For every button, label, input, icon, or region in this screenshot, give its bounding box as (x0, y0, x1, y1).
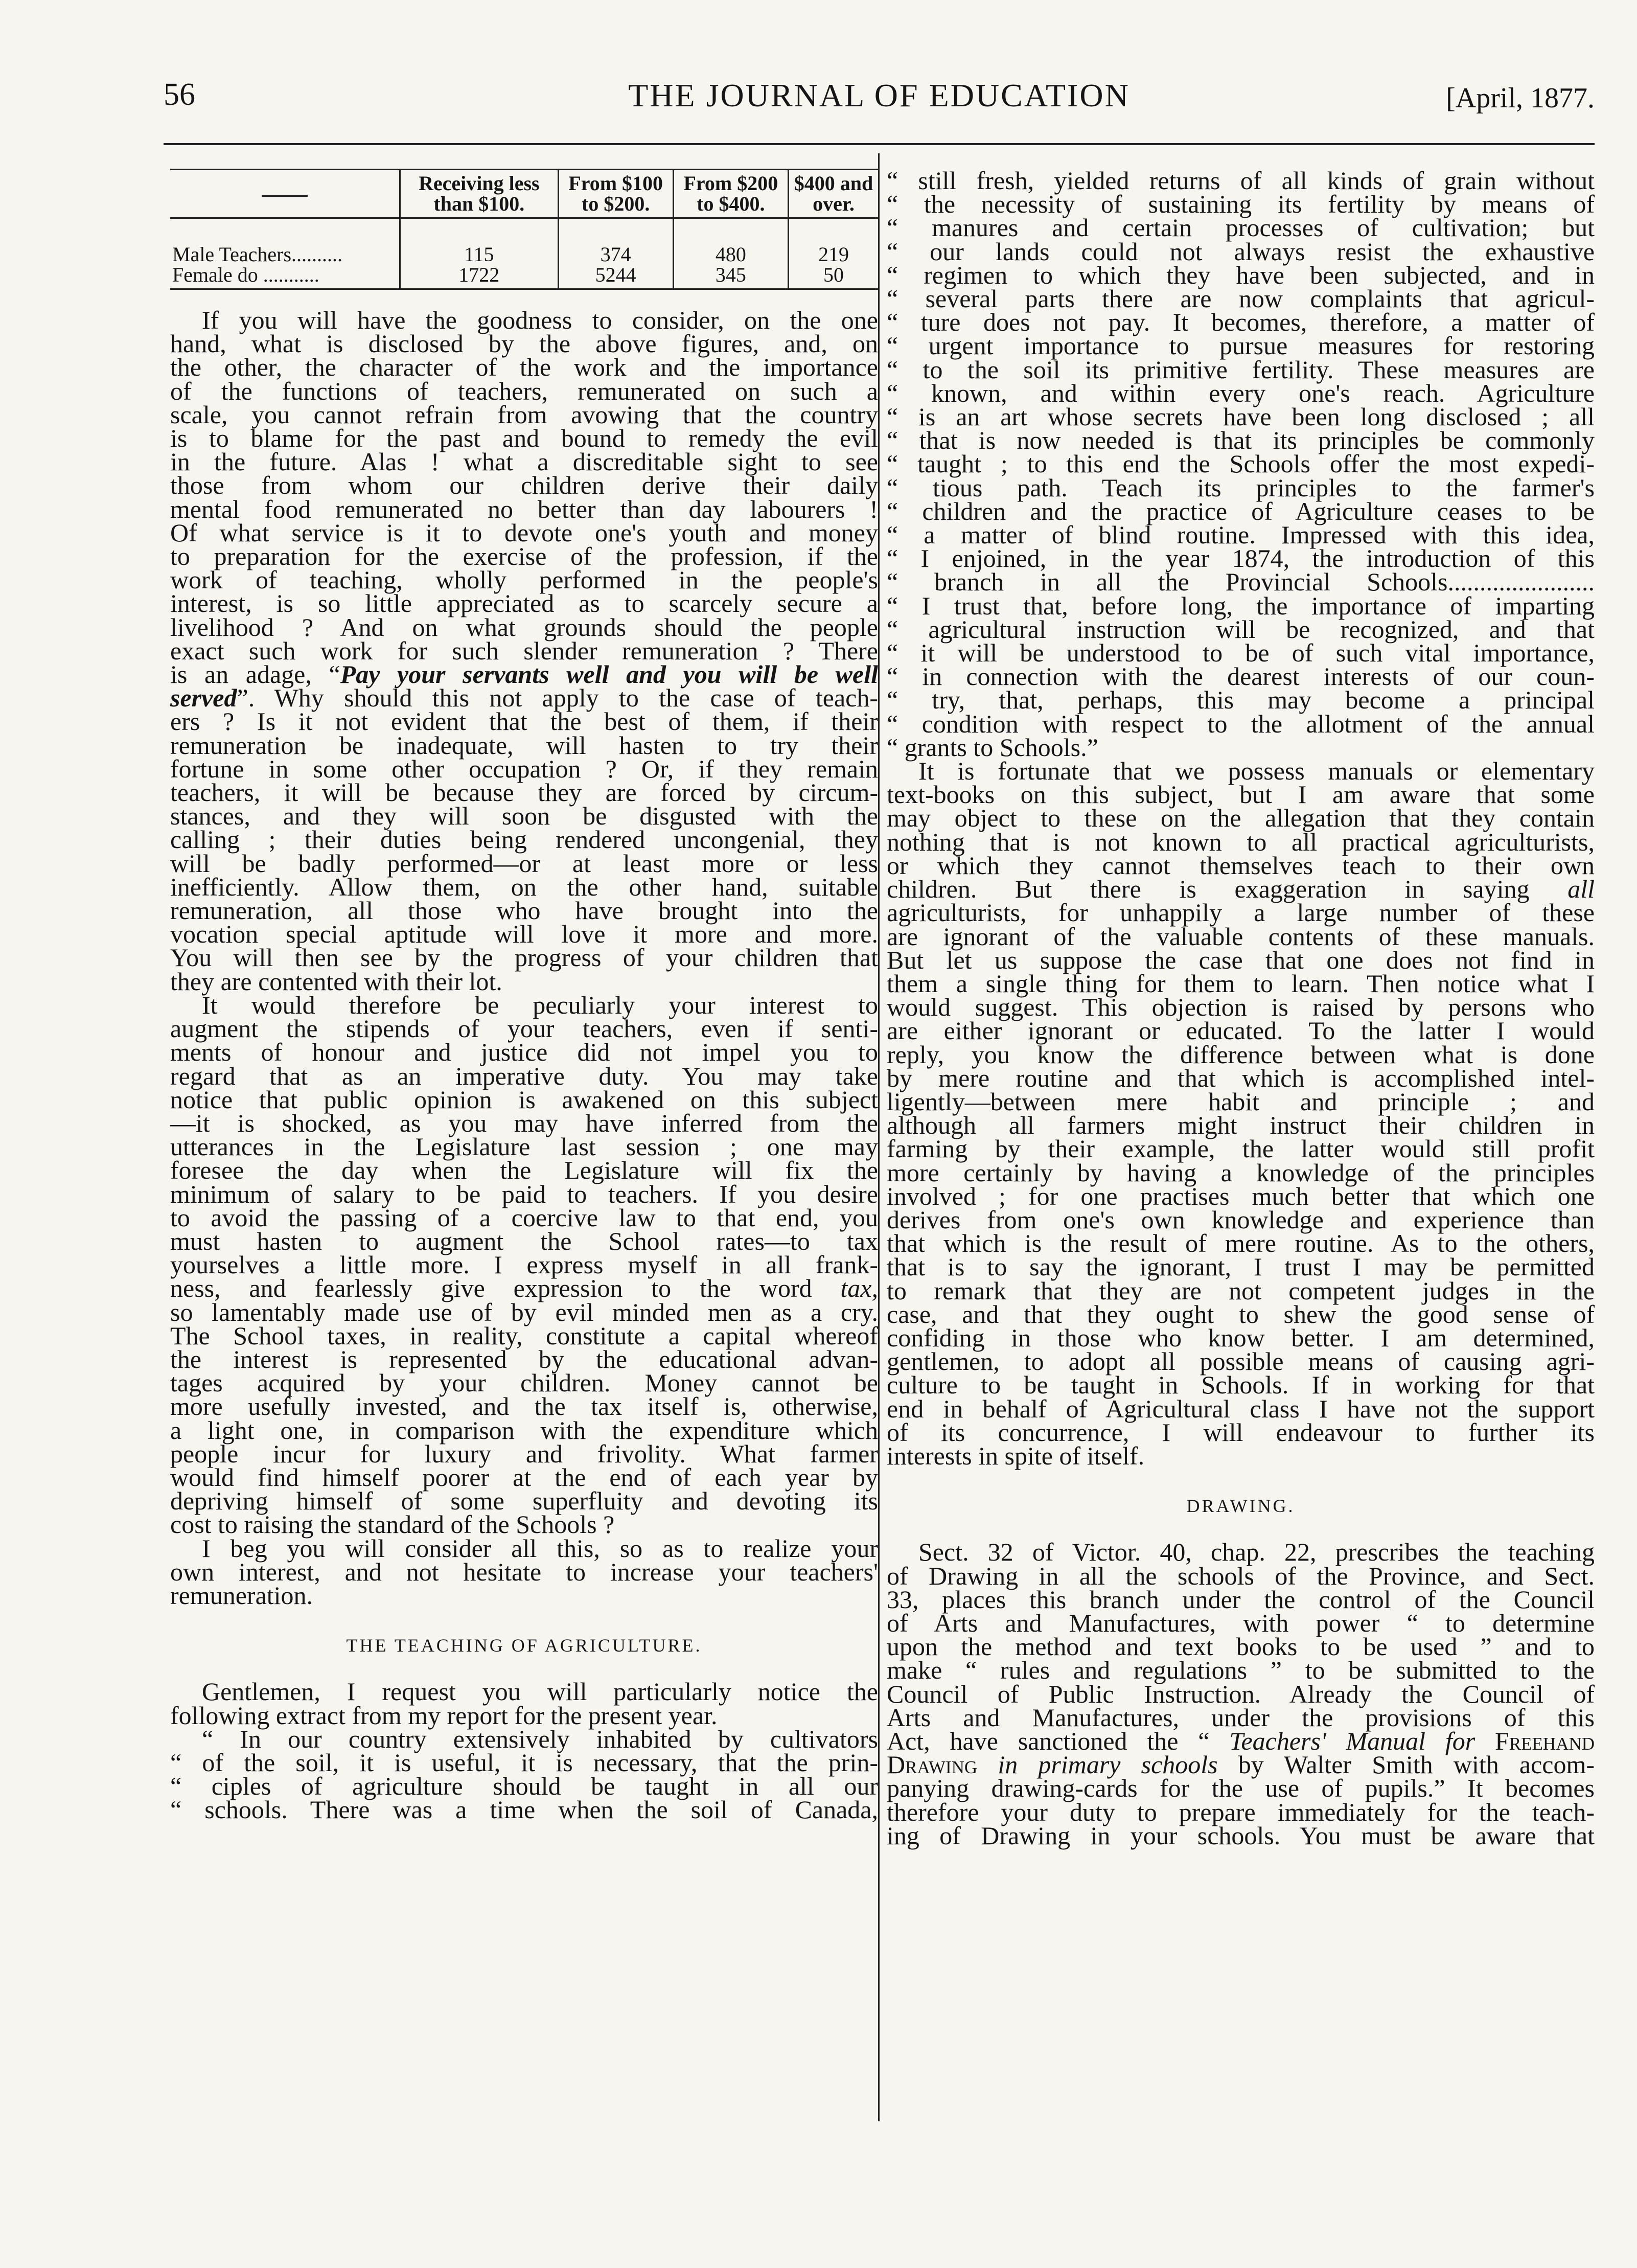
text-line: a light one, in comparison with the expenditure which (170, 1415, 878, 1445)
text-line: ness, and fearlessly give expression to the word tax, (170, 1274, 878, 1303)
text-line: If you will have the goodness to consider, on the one (202, 306, 878, 334)
text-line: It would therefore be peculiarly your interest to (202, 990, 878, 1019)
text-line: derives from one's own knowledge and experience than (887, 1205, 1595, 1234)
text-line: ers ? Is it not evident that the best of them, if their (170, 707, 878, 736)
text-line: of its concurrence, I will endeavour to further its (887, 1417, 1595, 1447)
text-line: “ I enjoined, in the year 1874, the introduction of this (887, 544, 1595, 573)
text-line: notice that public opinion is awakened on this subject (170, 1085, 878, 1114)
text-line: depriving himself of some superfluity and devoting its (170, 1486, 878, 1516)
text-line: “ of the soil, it is useful, it is necessary, that the prin- (170, 1748, 878, 1777)
text-line: more usefully invested, and the tax itself is, otherwise, (170, 1392, 878, 1421)
text-line: augment the stipends of your teachers, even if senti- (170, 1014, 878, 1043)
text-line: work of teaching, wholly performed in the people's (170, 565, 878, 594)
text-line: ing of Drawing in your schools. You must be aware that (887, 1821, 1595, 1850)
paragraph-quote-continued (887, 166, 1595, 762)
text-line: would suggest. This objection is raised by persons who (887, 993, 1595, 1022)
text-line: regard that as an imperative duty. You may take (170, 1061, 878, 1090)
right-column (887, 166, 1595, 1850)
text-line: “ schools. There was a time when the soil of Canada, (170, 1795, 878, 1824)
table-corner (170, 170, 400, 218)
text-line: “ In our country extensively inhabited by cultivators (202, 1724, 878, 1753)
text-line: interest, is so little appreciated as to scarcely secure a (170, 589, 878, 618)
text-line: must hasten to augment the School rates—to tax (170, 1226, 878, 1255)
text-line: of Arts and Manufactures, with power “ to determine (887, 1608, 1595, 1637)
text-line: to preparation for the exercise of the profession, if the (170, 542, 878, 571)
text-line: calling ; their duties being rendered uncongenial, they (170, 825, 878, 854)
text-line: “ urgent importance to pursue measures for restoring (887, 331, 1595, 360)
table-cell: 480 (673, 244, 788, 265)
paragraph-gentlemen (170, 1677, 878, 1730)
text-line: of Drawing in all the schools of the Province, and Sect. (887, 1561, 1595, 1590)
text-line: “ agricultural instruction will be recognized, and that (887, 614, 1595, 644)
text-line: text-books on this subject, but I am aware that some (887, 780, 1595, 809)
text-line: in the future. Alas ! what a discreditable sight to see (170, 447, 878, 476)
text-line: “ several parts there are now complaints that agricul- (887, 284, 1595, 313)
row-label: Female do ........... (170, 265, 400, 289)
table-cell: 374 (558, 244, 673, 265)
section-heading-drawing: DRAWING. (1186, 1496, 1295, 1517)
text-line: “ that is now needed is that its principles be commonly (887, 426, 1595, 455)
text-line: Council of Public Instruction. Already the Council of (887, 1679, 1595, 1708)
text-line: gentlemen, to adopt all possible means of causing agri- (887, 1347, 1595, 1376)
salary-table (170, 169, 878, 290)
table-row (170, 265, 878, 289)
text-line: I beg you will consider all this, so as to realize your (202, 1533, 878, 1563)
text-line: “ known, and within every one's reach. Agriculture (887, 378, 1595, 407)
text-line: Arts and Manufactures, under the provisions of this (887, 1703, 1595, 1732)
text-line: —it is shocked, as you may have inferred from the (170, 1108, 878, 1137)
text-line: case, and that they ought to shew the good sense of (887, 1299, 1595, 1328)
table-cell: 219 (788, 244, 878, 265)
text-line: “ regimen to which they have been subjected, and in (887, 260, 1595, 289)
text-line: teachers, it will be because they are forced by circum- (170, 778, 878, 807)
text-line: Act, have sanctioned the “ Teachers' Manual for Freehand (887, 1727, 1595, 1755)
text-line: by mere routine and that which is accomplished intel- (887, 1063, 1595, 1092)
text-line: are ignorant of the valuable contents of these manuals. (887, 922, 1595, 951)
paragraph-remuneration (170, 306, 879, 996)
text-line: is to blame for the past and bound to remedy the evil (170, 424, 878, 453)
text-line: interests in spite of itself. (887, 1441, 1145, 1470)
text-line: people incur for luxury and frivolity. What farmer (170, 1439, 878, 1468)
text-line: 33, places this branch under the control of the Council (887, 1585, 1595, 1614)
text-line: “ children and the practice of Agriculture ceases to be (887, 496, 1595, 525)
text-line: children. But there is exaggeration in saying all (887, 875, 1595, 904)
text-line: remuneration be inadequate, will hasten to try their (170, 730, 878, 760)
text-line: reply, you know the difference between what is done (887, 1040, 1595, 1069)
table-header: From $100 to $200. (558, 170, 673, 218)
text-line: hand, what is disclosed by the above figures, and, on (170, 329, 878, 358)
text-line: upon the method and text books to be used ” and to (887, 1632, 1595, 1661)
text-line: vocation special aptitude will love it more and more. (170, 920, 878, 949)
text-line: “ I trust that, before long, the importance of imparting (887, 591, 1595, 620)
text-line: may object to these on the allegation that they contain (887, 804, 1595, 833)
text-line: foresee the day when the Legislature will fix the (170, 1156, 878, 1185)
text-line: so lamentably made use of by evil minded men as a cry. (170, 1297, 878, 1326)
text-line: utterances in the Legislature last session ; one may (170, 1132, 878, 1161)
text-line: or which they cannot themselves teach to their own (887, 851, 1595, 880)
text-line: “ our lands could not always resist the exhaustive (887, 237, 1595, 266)
paragraph-manuals (887, 759, 1595, 1468)
text-line: “ it will be understood to be of such vital importance, (887, 638, 1595, 668)
text-line: The School taxes, in reality, constitute a capital whereof (170, 1321, 878, 1350)
text-line: ments of honour and justice did not impel you to (170, 1038, 878, 1067)
text-line: Gentlemen, I request you will particularly notice the (202, 1677, 878, 1706)
journal-title: THE JOURNAL OF EDUCATION (628, 77, 1130, 113)
paragraph-drawing (887, 1538, 1595, 1850)
row-label: Male Teachers.......... (172, 243, 343, 266)
left-column (170, 169, 878, 1822)
text-line: cost to raising the standard of the Schools ? (170, 1510, 615, 1539)
text-line: fortune in some other occupation ? Or, if they remain (170, 754, 878, 783)
text-line: “ still fresh, yielded returns of all kinds of grain without (887, 166, 1595, 195)
text-line: culture to be taught in Schools. If in working for that (887, 1370, 1595, 1400)
table-header: Receiving less than $100. (400, 170, 559, 218)
text-line: “ tious path. Teach its principles to the farmer's (887, 473, 1595, 502)
header-rule (164, 143, 1595, 145)
text-line: yourselves a little more. I express myself in all frank- (170, 1250, 878, 1279)
text-line: You will then see by the progress of your children that (170, 943, 878, 972)
text-line: inefficiently. Allow them, on the other hand, suitable (170, 872, 878, 901)
text-line: own interest, and not hesitate to increase your teachers' (170, 1557, 878, 1586)
text-line: although all farmers might instruct their children in (887, 1111, 1595, 1140)
page-header (164, 66, 1595, 128)
table-cell: 5244 (558, 265, 673, 289)
text-line: are either ignorant or educated. To the latter I would (887, 1016, 1595, 1045)
text-line: Sect. 32 of Victor. 40, chap. 22, prescribes the teaching (918, 1538, 1595, 1567)
column-divider (878, 153, 880, 2121)
text-line: following extract from my report for the present year. (170, 1701, 718, 1730)
table-row (170, 244, 878, 265)
paragraph-consider (170, 1533, 878, 1610)
table-header: From $200 to $400. (673, 170, 788, 218)
table-cell: 345 (673, 265, 788, 289)
section-heading-agriculture: THE TEACHING OF AGRICULTURE. (346, 1635, 702, 1656)
text-line: to remark that they are not competent judges in the (887, 1276, 1595, 1305)
text-line: is an adage, “Pay your servants well and you will be well (170, 660, 879, 689)
text-line: the other, the character of the work and the importance (170, 353, 878, 382)
text-line: of the functions of teachers, remunerated on such a (170, 376, 878, 405)
text-line: end in behalf of Agricultural class I have not the support (887, 1394, 1595, 1423)
table-cell: 115 (400, 244, 559, 265)
text-line: panying drawing-cards for the use of pupils.” It becomes (887, 1774, 1595, 1803)
text-line: It is fortunate that we possess manuals or elementary (918, 757, 1595, 786)
text-line: remuneration. (170, 1580, 313, 1610)
text-line: “ ciples of agriculture should be taught in all our (170, 1772, 878, 1801)
text-line: agriculturists, for unhappily a large number of these (887, 898, 1595, 927)
table-header: $400 and over. (788, 170, 878, 218)
text-line: that which is the result of mere routine. As to the others, (887, 1229, 1595, 1258)
text-line: “ manures and certain processes of cultivation; but (887, 213, 1595, 242)
text-line: mental food remunerated no better than day labourers ! (170, 494, 878, 523)
text-line: make “ rules and regulations ” to be submitted to the (887, 1656, 1595, 1685)
text-line: therefore your duty to prepare immediately for the teach- (887, 1797, 1595, 1826)
text-line: stances, and they will soon be disgusted with the (170, 801, 878, 831)
text-line: ligently—between mere habit and principle ; and (887, 1087, 1595, 1116)
text-line: they are contented with their lot. (170, 967, 502, 996)
text-line: nothing that is not known to all practical agriculturists, (887, 827, 1595, 856)
paragraph-stipends (170, 990, 878, 1539)
text-line: Drawing in primary schools by Walter Smith with accom- (887, 1750, 1595, 1779)
text-line: farming by their example, the latter would still profit (887, 1134, 1595, 1163)
text-line: livelihood ? And on what grounds should the people (170, 612, 878, 642)
text-line: those from whom our children derive their daily (170, 471, 878, 500)
text-line: will be badly performed—or at least more or less (170, 849, 878, 878)
page-number: 56 (164, 77, 195, 112)
text-line: confiding in those who know better. I am determined, (887, 1323, 1595, 1352)
text-line: “ taught ; to this end the Schools offer the most expedi- (887, 449, 1595, 478)
text-line: scale, you cannot refrain from avowing that the country (170, 400, 878, 429)
issue-date: [April, 1877. (1446, 82, 1595, 114)
text-line: “ branch in all the Provincial Schools....................... (887, 567, 1595, 597)
paragraph-quote-start (170, 1724, 878, 1824)
text-line: “ the necessity of sustaining its fertility by means of (887, 190, 1595, 219)
text-line: them a single thing for them to learn. Then notice what I (887, 969, 1595, 998)
text-line: “ condition with respect to the allotment of the annual (887, 709, 1595, 738)
text-line: “ in connection with the dearest interests of our coun- (887, 662, 1595, 691)
table-cell: 50 (788, 265, 878, 289)
text-line: “ is an art whose secrets have been long disclosed ; all (887, 402, 1595, 431)
text-line: served”. Why should this not apply to the case of teach- (170, 683, 878, 713)
text-line: “ ture does not pay. It becomes, therefore, a matter of (887, 308, 1595, 337)
text-line: to avoid the passing of a coercive law to that end, you (170, 1203, 878, 1232)
text-line: “ to the soil its primitive fertility. These measures are (887, 355, 1595, 384)
text-line: would find himself poorer at the end of each year by (170, 1462, 878, 1492)
text-line: “ try, that, perhaps, this may become a principal (887, 685, 1595, 715)
text-line: “ a matter of blind routine. Impressed with this idea, (887, 520, 1595, 549)
text-line: that is to say the ignorant, I trust I may be permitted (887, 1252, 1595, 1281)
text-line: minimum of salary to be paid to teachers. If you desire (170, 1179, 878, 1208)
text-line: more certainly by having a knowledge of the principles (887, 1158, 1595, 1187)
text-line: “ grants to Schools.” (887, 732, 1098, 762)
table-cell: 1722 (400, 265, 559, 289)
text-line: remuneration, all those who have brought into the (170, 896, 878, 925)
text-line: Of what service is it to devote one's youth and money (170, 518, 878, 547)
text-line: involved ; for one practises much better that which one (887, 1181, 1595, 1210)
text-line: the interest is represented by the educational advan- (170, 1344, 878, 1373)
text-line: exact such work for such slender remuneration ? There (170, 636, 878, 665)
text-line: tages acquired by your children. Money cannot be (170, 1368, 878, 1398)
text-line: But let us suppose the case that one does not find in (887, 945, 1595, 974)
